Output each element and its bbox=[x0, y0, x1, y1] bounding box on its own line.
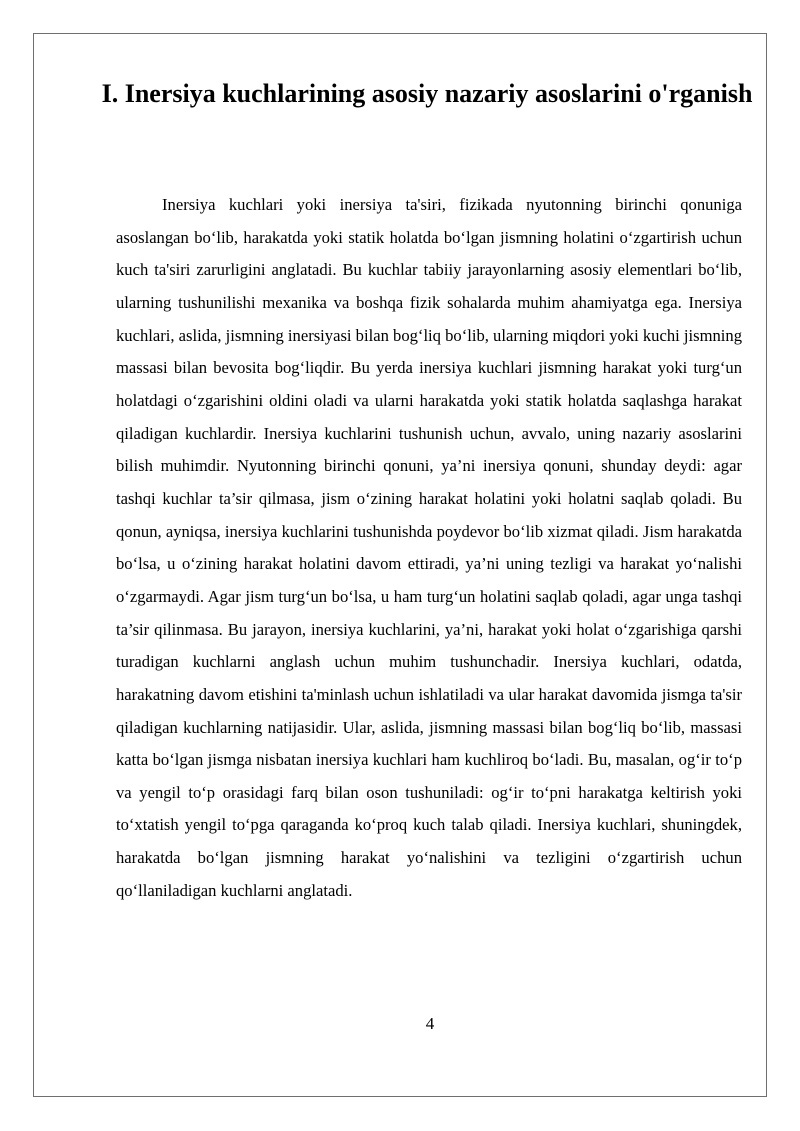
page-number: 4 bbox=[425, 1014, 435, 1033]
body-paragraph: Inersiya kuchlari yoki inersiya ta'siri, fizikada nyutonning birinchi qonuniga asoslangan bo‘lib, harakatda yoki statik holatda bo‘lgan jismning holatini o‘zgartirish uchun kuch ta'siri zarurligini anglatadi. Bu kuchlar tabiiy jarayonlarning asosiy elementlari bo‘lib, ularning tushunilishi mexanika va boshqa fizik sohalarda muhim ahamiyatga ega. Inersiya kuchlari, aslida, jismning inersiyasi bilan bog‘liq bo‘lib, ularning miqdori yoki kuchi jismning massasi bilan bevosita bog‘liqdir. Bu yerda inersiya kuchlari jismning harakat yoki turg‘un holatdagi o‘zgarishini oldini oladi va ularni harakatda yoki statik holatda saqlashga harakat qiladigan kuchlardir. Inersiya kuchlarini tushunish uchun, avvalo, uning nazariy asoslarini bilish muhimdir. Nyutonning birinchi qonuni, ya’ni inersiya qonuni, shunday deydi: agar tashqi kuchlar ta’sir qilmasa, jism o‘zining harakat holatini yoki holatni saqlab qoladi. Bu qonun, ayniqsa, inersiya kuchlarini tushunishda poydevor bo‘lib xizmat qiladi. Jism harakatda bo‘lsa, u o‘zining harakat holatini davom ettiradi, ya’ni uning tezligi va harakat yo‘nalishi o‘zgarmaydi. Agar jism turg‘un bo‘lsa, u ham turg‘un holatini saqlab qoladi, agar unga tashqi ta’sir qilinmasa. Bu jarayon, inersiya kuchlarini, ya’ni, harakat yoki holat o‘zgarishiga qarshi turadigan kuchlarni anglash uchun muhim tushunchadir. Inersiya kuchlari, odatda, harakatning davom etishini ta'minlash uchun ishlatiladi va ular harakat davomida jismga ta'sir qiladigan kuchlarning natijasidir. Ular, aslida, jismning massasi bilan bog‘liq bo‘lib, massasi katta bo‘lgan jismga nisbatan inersiya kuchlari ham kuchliroq bo‘ladi. Bu, masalan, og‘ir to‘p va yengil to‘p orasidagi farq bilan oson tushuniladi: og‘ir to‘pni harakatga keltirish yoki to‘xtatish yengil to‘pga qaraganda ko‘proq kuch talab qiladi. Inersiya kuchlari, shuningdek, harakatda bo‘lgan jismning harakat yo‘nalishini va tezligini o‘zgartirish uchun qo‘llaniladigan kuchlarni anglatadi. bbox=[116, 195, 742, 900]
section-title: I. Inersiya kuchlarining asosiy nazariy asoslarini o'rganish bbox=[101, 79, 753, 108]
